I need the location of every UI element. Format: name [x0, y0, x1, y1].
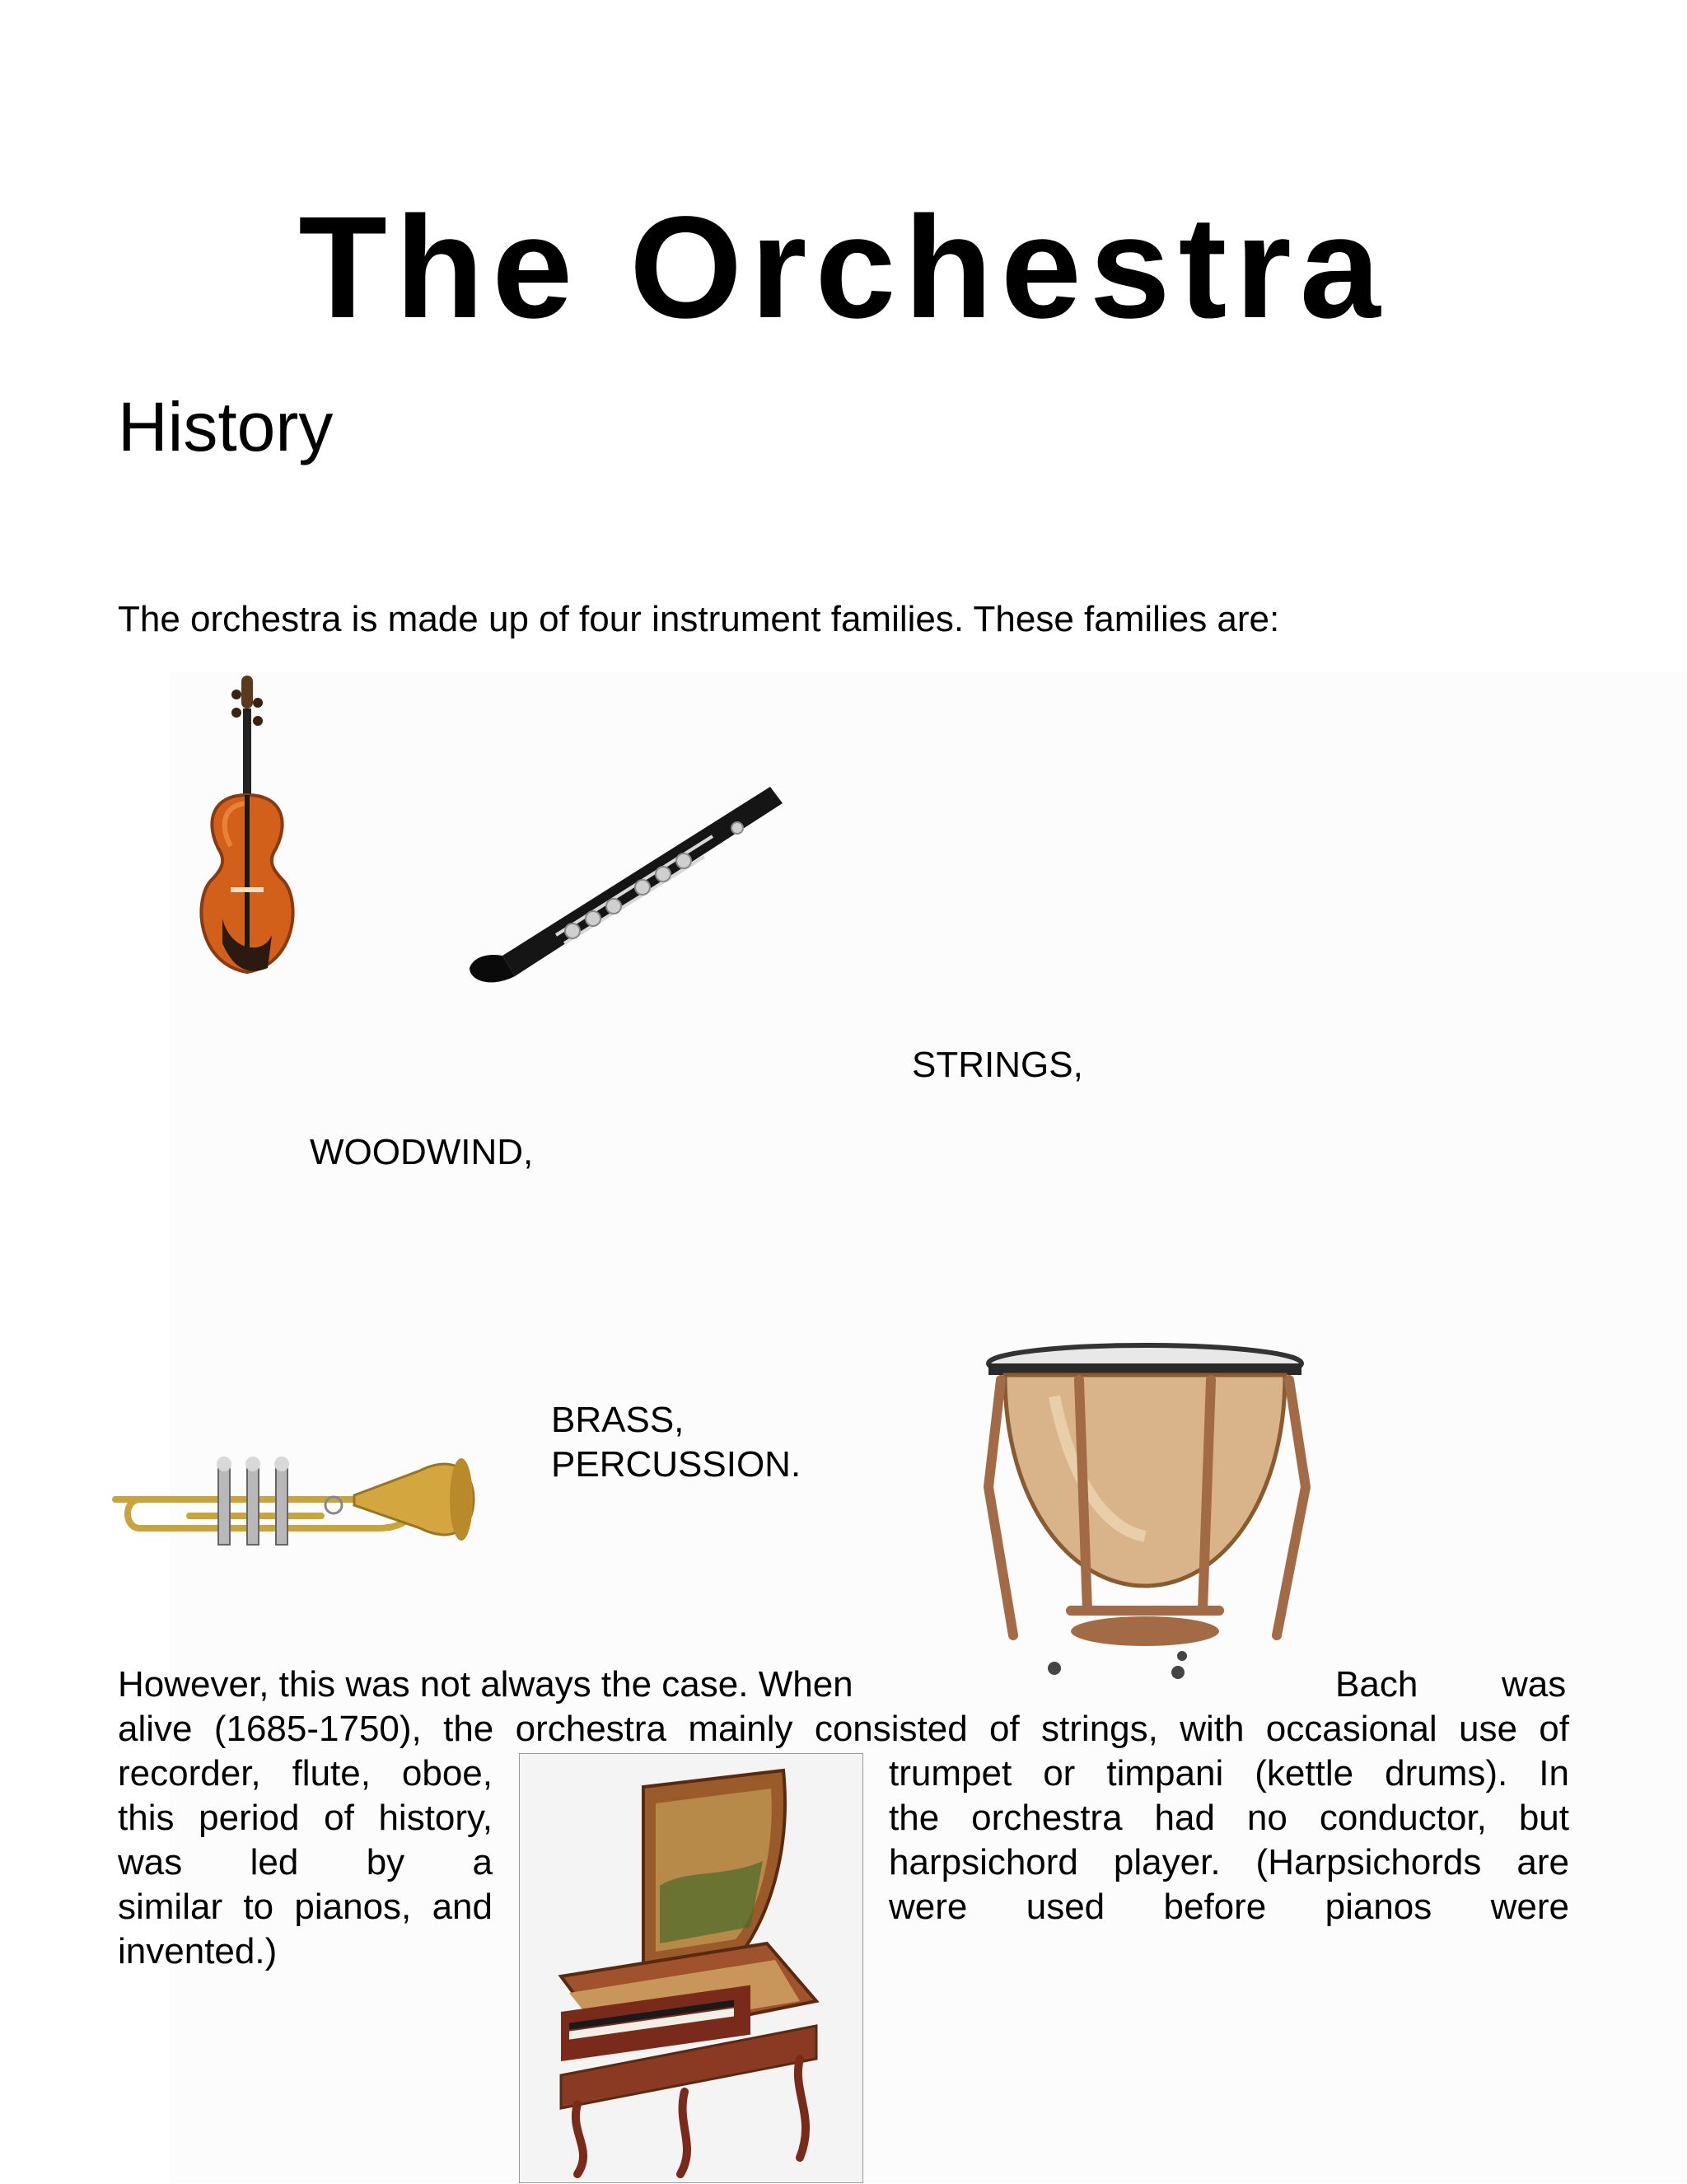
- left-col-line: recorder, flute, oboe,: [118, 1753, 493, 1793]
- right-col-line: were used before pianos were: [889, 1887, 1569, 1927]
- harpsichord-icon: [520, 1754, 864, 2184]
- left-col-line: invented.): [118, 1931, 278, 1971]
- paragraph-line2: alive (1685-1750), the orchestra mainly consisted of strings, with occasional use of: [118, 1709, 1569, 1749]
- paragraph-line1-was: was: [1502, 1664, 1567, 1705]
- left-column: [118, 1751, 493, 1974]
- family-woodwind: WOODWIND,: [310, 1132, 534, 1172]
- intro-text: The orchestra is made up of four instrument families. These families are:: [118, 599, 1280, 639]
- family-strings: STRINGS,: [912, 1045, 1083, 1085]
- right-col-line: harpsichord player. (Harpsichords are: [889, 1842, 1569, 1882]
- left-col-line: similar to pianos, and: [118, 1887, 493, 1927]
- left-col-line: this period of history,: [118, 1798, 493, 1838]
- page-title: The Orchestra: [298, 187, 1389, 348]
- paragraph-line1-left: However, this was not always the case. When: [118, 1664, 853, 1705]
- left-col-line: was led by a: [118, 1842, 493, 1882]
- right-col-line: trumpet or timpani (kettle drums). In: [889, 1753, 1569, 1793]
- family-percussion: PERCUSSION.: [551, 1444, 801, 1485]
- violin-icon: [185, 671, 309, 984]
- clarinet-icon: [465, 779, 778, 993]
- trumpet-icon: [107, 1438, 478, 1569]
- right-col-line: the orchestra had no conductor, but: [889, 1798, 1569, 1838]
- family-brass: BRASS,: [551, 1400, 685, 1440]
- right-column: [889, 1751, 1569, 1929]
- harpsichord-frame: [519, 1753, 863, 2183]
- paragraph-line1-bach: Bach: [1335, 1664, 1418, 1705]
- section-heading: History: [118, 388, 334, 465]
- timpani-icon: [980, 1339, 1310, 1685]
